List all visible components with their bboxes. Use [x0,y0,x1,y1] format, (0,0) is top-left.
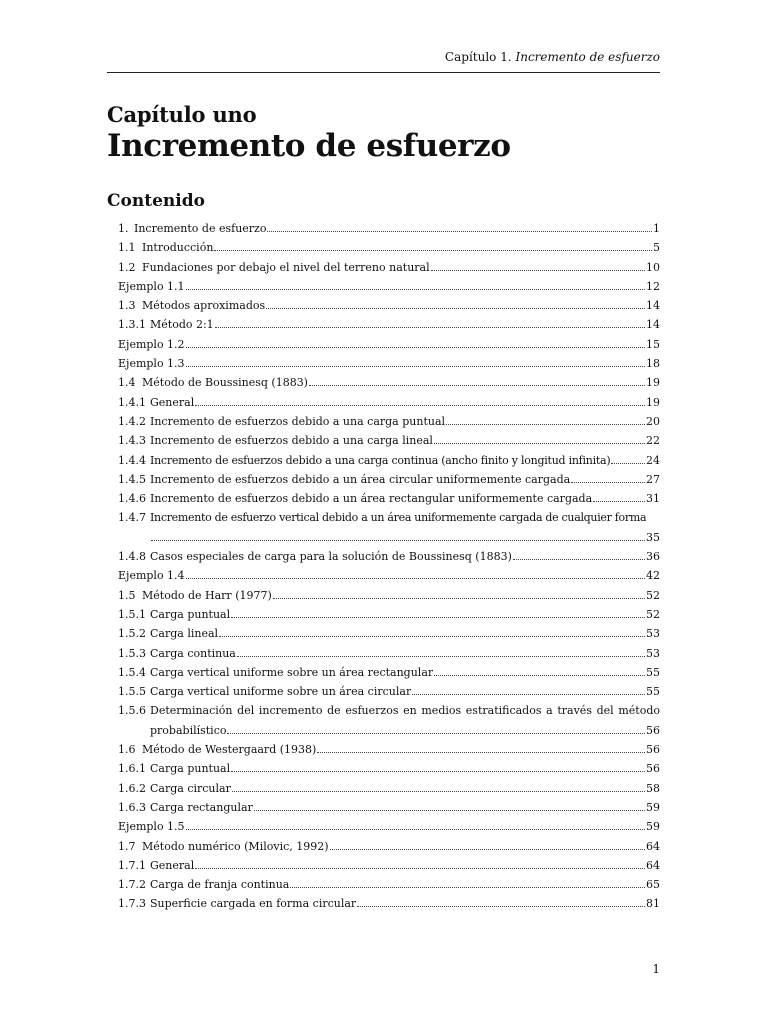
table-of-contents [118,219,660,914]
toc-entry-number: 1.5.4 [118,665,146,679]
toc-entry-page: 12 [646,279,660,293]
toc-entry-title: Método de Boussinesq (1883) [142,376,308,390]
toc-dot-leader [186,347,645,348]
toc-dot-leader [357,906,645,907]
toc-dot-leader [267,231,652,232]
toc-dot-leader [431,270,645,271]
toc-entry[interactable] [118,258,660,277]
toc-entry[interactable] [118,431,660,450]
toc-dot-leader [151,540,645,541]
toc-entry-page: 59 [646,800,660,814]
toc-dot-leader [309,385,645,386]
toc-entry-number: 1.4.1 [118,395,146,409]
toc-entry-page: 53 [646,646,660,660]
toc-entry-title: Fundaciones por debajo el nivel del terreno natural [142,260,430,274]
toc-entry-number: 1.6 [118,743,136,757]
toc-entry-title: Ejemplo 1.4 [118,569,185,583]
toc-entry-number: 1.4.3 [118,434,146,448]
toc-dot-leader [290,887,645,888]
toc-dot-leader [513,559,645,560]
toc-entry-page: 5 [653,241,660,255]
toc-entry-title: Carga de franja continua [150,878,290,892]
toc-entry-title: Método de Harr (1977) [142,588,272,602]
toc-entry-page: 56 [646,743,660,757]
toc-entry[interactable] [118,682,660,701]
toc-entry[interactable] [118,547,660,566]
toc-entry-number: 1.5.2 [118,627,146,641]
toc-entry[interactable] [118,701,660,740]
toc-entry-number: 1.6.3 [118,800,146,814]
toc-entry-number: 1.3 [118,299,136,313]
running-header [107,50,660,64]
toc-entry[interactable] [118,238,660,257]
toc-dot-leader [446,424,645,425]
toc-entry-title: Incremento de esfuerzos debido a una carga puntual [150,414,446,428]
toc-entry-page: 15 [646,337,660,351]
toc-entry-number: 1. [118,222,129,235]
toc-dot-leader [593,501,645,502]
toc-dot-leader [195,405,645,406]
toc-entry-page: 20 [646,414,660,428]
toc-entry[interactable] [118,644,660,663]
toc-entry-title: Determinación del incremento de esfuerzos en medios estratificados a través del método [150,704,660,718]
toc-entry-number: 1.4.5 [118,472,146,486]
toc-entry[interactable] [118,412,660,431]
toc-entry[interactable] [118,817,660,836]
toc-entry[interactable] [118,663,660,682]
toc-entry-title: Carga puntual [150,762,231,776]
toc-entry[interactable] [118,277,660,296]
toc-entry-number: 1.5 [118,588,136,602]
toc-entry-title-continued: probabilístico [150,723,227,737]
chapter-title: Incremento de esfuerzo [107,128,511,164]
toc-entry-page: 58 [646,781,660,795]
toc-entry-title: Carga vertical uniforme sobre un área rectangular [150,665,434,679]
toc-entry-page: 35 [646,530,660,544]
toc-entry-title: Métodos aproximados [142,299,266,313]
toc-dot-leader [611,463,645,464]
toc-entry-title: Incremento de esfuerzo vertical debido a un área uniformemente cargada de cualquier forma [150,511,647,525]
toc-entry-number: 1.4.6 [118,492,146,506]
toc-entry-number: 1.5.3 [118,646,146,660]
toc-dot-leader [215,327,645,328]
toc-entry[interactable] [118,566,660,585]
toc-entry-title: Carga continua [150,646,236,660]
toc-entry-page: 55 [646,665,660,679]
toc-entry-title: Método de Westergaard (1938) [142,743,317,757]
toc-entry-page: 27 [646,472,660,486]
toc-entry-page: 22 [646,434,660,448]
toc-entry-title: Método numérico (Milovic, 1992) [142,839,329,853]
toc-entry[interactable] [118,856,660,875]
toc-entry-title: Ejemplo 1.5 [118,820,185,834]
toc-entry-number: 1.6.1 [118,762,146,776]
toc-entry-page: 52 [646,588,660,602]
header-chapter-prefix: Capítulo 1. [444,50,512,64]
toc-dot-leader [237,656,645,657]
toc-dot-leader [412,694,645,695]
toc-entry-title: Incremento de esfuerzos debido a un área circular uniformemente cargada [150,472,571,486]
toc-entry[interactable] [118,875,660,894]
contents-heading: Contenido [107,191,205,211]
toc-entry-title: Ejemplo 1.2 [118,337,185,351]
header-chapter-name: Incremento de esfuerzo [515,50,660,64]
toc-entry-title: Carga circular [150,781,231,795]
toc-entry-title: Introducción [142,241,214,255]
toc-entry-page: 52 [646,607,660,621]
toc-entry-page: 56 [646,762,660,776]
toc-entry-title: Método 2:1 [150,318,214,332]
toc-entry-page: 36 [646,550,660,564]
toc-entry-page: 14 [646,299,660,313]
toc-entry[interactable] [118,296,660,315]
toc-dot-leader [219,636,645,637]
toc-entry-page: 53 [646,627,660,641]
toc-entry[interactable] [118,373,660,392]
toc-entry-title: Carga lineal [150,627,219,641]
toc-entry-title: General [150,858,195,872]
toc-entry-number: 1.4.7 [118,511,146,525]
toc-entry-page: 55 [646,685,660,699]
toc-entry[interactable] [118,798,660,817]
toc-entry-page: 81 [646,897,660,911]
toc-entry-page: 56 [646,723,660,737]
toc-entry-title: Carga puntual [150,607,231,621]
toc-entry-title: Ejemplo 1.1 [118,279,185,293]
toc-entry-number: 1.2 [118,260,136,274]
toc-entry-page: 31 [646,492,660,506]
toc-entry-page: 19 [646,395,660,409]
toc-entry-title: Incremento de esfuerzos debido a un área rectangular uniformemente cargada [150,492,593,506]
toc-entry-number: 1.7.3 [118,897,146,911]
toc-entry-title: Superficie cargada en forma circular [150,897,357,911]
chapter-label: Capítulo uno [107,102,257,127]
toc-entry[interactable] [118,315,660,334]
toc-entry-number: 1.7.1 [118,858,146,872]
toc-entry-page: 64 [646,858,660,872]
toc-dot-leader [186,366,645,367]
toc-entry[interactable] [118,508,660,547]
header-rule [107,72,660,73]
toc-entry-number: 1.6.2 [118,781,146,795]
toc-dot-leader [231,617,645,618]
toc-entry-title: Carga vertical uniforme sobre un área circular [150,685,412,699]
toc-dot-leader [231,771,645,772]
toc-entry[interactable] [118,894,660,913]
toc-entry[interactable] [118,605,660,624]
toc-entry[interactable] [118,354,660,373]
toc-entry-number: 1.4.2 [118,414,146,428]
toc-dot-leader [232,791,645,792]
toc-dot-leader [254,810,645,811]
toc-dot-leader [214,250,652,251]
toc-dot-leader [186,829,645,830]
toc-entry[interactable] [118,740,660,759]
toc-entry-number: 1.7 [118,839,136,853]
toc-dot-leader [317,752,645,753]
toc-dot-leader [186,289,645,290]
toc-entry-number: 1.4 [118,376,136,390]
toc-entry[interactable] [118,219,660,238]
toc-entry[interactable] [118,393,660,412]
toc-entry[interactable] [118,779,660,798]
toc-dot-leader [273,598,645,599]
toc-entry-page: 24 [646,453,660,467]
toc-entry-title: Incremento de esfuerzos debido a una carga continua (ancho finito y longitud infinita) [150,453,611,467]
toc-entry[interactable] [118,335,660,354]
toc-dot-leader [434,675,645,676]
toc-entry-number: 1.5.1 [118,607,146,621]
toc-entry-page: 18 [646,357,660,371]
toc-entry-title: Carga rectangular [150,800,253,814]
toc-entry-number: 1.3.1 [118,318,146,332]
toc-entry-number: 1.7.2 [118,878,146,892]
toc-entry-page: 65 [646,878,660,892]
toc-entry-page: 19 [646,376,660,390]
toc-entry-number: 1.4.8 [118,550,146,564]
toc-dot-leader [330,849,645,850]
toc-entry-number: 1.5.5 [118,685,146,699]
toc-entry-title: Incremento de esfuerzo [134,222,267,235]
toc-entry-title: Incremento de esfuerzos debido a una carga lineal [150,434,433,448]
toc-entry-page: 10 [646,260,660,274]
toc-entry-title: Casos especiales de carga para la solución de Boussinesq (1883) [150,550,512,564]
toc-entry[interactable] [118,837,660,856]
toc-dot-leader [434,443,645,444]
toc-dot-leader [227,733,645,734]
toc-entry-number: 1.1 [118,241,136,255]
toc-entry-title: General [150,395,195,409]
toc-entry-number: 1.5.6 [118,704,146,718]
toc-entry-title: Ejemplo 1.3 [118,357,185,371]
toc-entry[interactable] [118,470,660,489]
toc-entry-number: 1.4.4 [118,453,146,467]
toc-entry-page: 1 [653,222,660,235]
toc-dot-leader [571,482,645,483]
toc-entry[interactable] [118,759,660,778]
toc-dot-leader [186,578,645,579]
toc-entry[interactable] [118,624,660,643]
toc-entry[interactable] [118,586,660,605]
toc-entry[interactable] [118,489,660,508]
toc-dot-leader [195,868,645,869]
toc-entry-page: 14 [646,318,660,332]
toc-entry[interactable] [118,451,660,470]
toc-entry-page: 64 [646,839,660,853]
page-number: 1 [652,962,660,976]
toc-entry-page: 59 [646,820,660,834]
toc-dot-leader [266,308,645,309]
toc-entry-page: 42 [646,569,660,583]
